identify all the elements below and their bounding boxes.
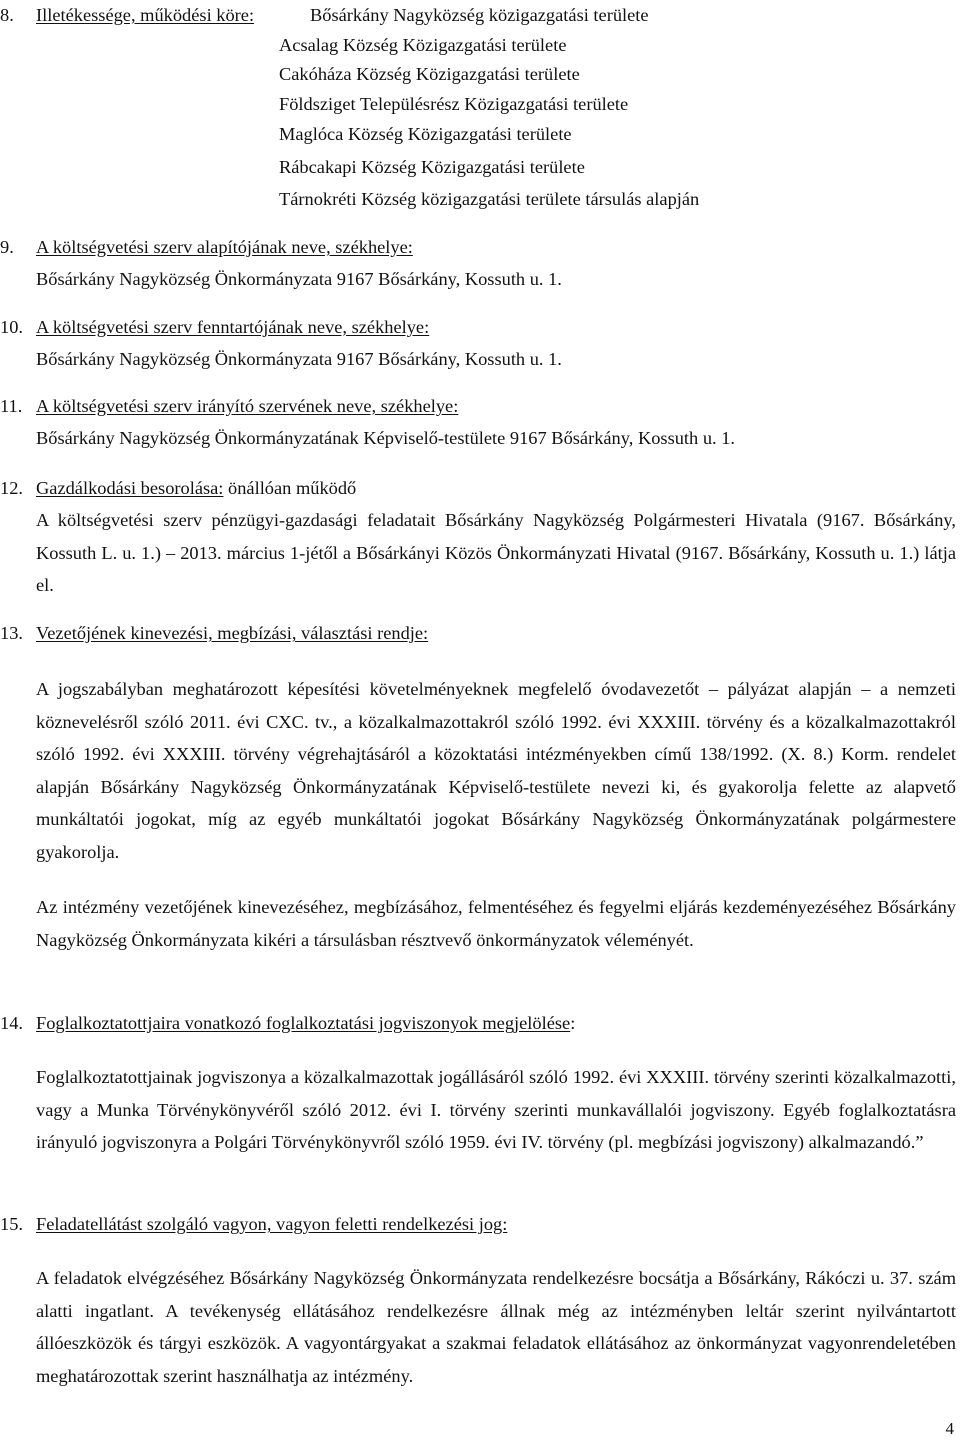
paragraph-line: A költségvetési szerv pénzügyi-gazdasági feladatait Bősárkány Nagyközség Polgármesteri: [36, 510, 736, 530]
section-label-value: önállóan működő: [228, 478, 357, 498]
paragraph-line: meghatározottak szerint használhatja az intézmény.: [36, 1365, 414, 1386]
page-number: 4: [945, 1419, 954, 1438]
section-number: 11.: [0, 396, 23, 416]
paragraph-line: munkáltatói jogokat, míg az egyéb munkáltatói jogokat Bősárkány Nagyközség: [36, 809, 684, 829]
section-paragraph: [36, 891, 956, 956]
paragraph-line: közoktatási intézményekben című 138/1992. (X. 8.) Korm. rendelet alapján Bősárkány: [36, 744, 956, 797]
section-heading: [36, 478, 356, 499]
paragraph-line: törvény szerinti közalkalmazotti, vagy a Munka Törvénykönyvéről szóló 2012. évi I. törvény: [36, 1067, 956, 1120]
section-label: A költségvetési szerv alapítójának neve, székhelye:: [36, 237, 413, 257]
paragraph-line: kezdeményezéséhez Bősárkány Nagyközség Önkormányzata kikéri a társulásban résztvevő: [36, 897, 956, 950]
label-suffix: :: [570, 1013, 576, 1033]
section-label: Illetékessége, működési köre:: [36, 5, 255, 25]
section-number: 9.: [0, 237, 14, 257]
paragraph-line: Törvénykönyvről szóló 1959. évi IV. törvény (pl. megbízási jogviszony) alkalmazandó.”: [271, 1132, 924, 1152]
section-label: Vezetőjének kinevezési, megbízási, választási rendje:: [36, 623, 429, 643]
section-label: Gazdálkodási besorolása:: [36, 478, 224, 498]
jurisdiction-line: Acsalag Község Közigazgatási területe: [279, 35, 567, 55]
paragraph-line: Bősárkány, Rákóczi u. 37. szám alatti ingatlant. A tevékenység ellátásához rendelkezésre állnak: [36, 1268, 956, 1321]
paragraph-line: Önkormányzati Hivatal (9167. Bősárkány, Kossuth u. 1.) látja el.: [36, 542, 956, 595]
section-number: 12.: [0, 478, 23, 498]
paragraph-line: A jogszabályban meghatározott képesítési követelményeknek megfelelő óvodavezetőt – pályázat: [36, 679, 789, 699]
section-number: 14.: [0, 1013, 23, 1033]
jurisdiction-line: Tárnokréti Község közigazgatási területe társulás alapján: [279, 189, 700, 209]
paragraph-line: alapján – a nemzeti köznevelésről szóló 2011. évi CXC. tv., a közalkalmazottakról szóló 1992.: [36, 679, 956, 732]
section-label: A költségvetési szerv fenntartójának neve, székhelye:: [36, 317, 430, 337]
section-heading: [36, 1013, 575, 1034]
jurisdiction-line: Rábcakapi Község Közigazgatási területe: [279, 157, 585, 177]
jurisdiction-line: Maglóca Község Közigazgatási területe: [279, 124, 572, 144]
section-number: 13.: [0, 623, 23, 643]
section-label: Feladatellátást szolgáló vagyon, vagyon feletti rendelkezési jog:: [36, 1214, 508, 1234]
section-value: Bősárkány Nagyközség Önkormányzata 9167 Bősárkány, Kossuth u. 1.: [36, 269, 562, 289]
section-value: Bősárkány Nagyközség Önkormányzata 9167 Bősárkány, Kossuth u. 1.: [36, 349, 562, 369]
section-label: A költségvetési szerv irányító szervének neve, székhelye:: [36, 396, 459, 416]
jurisdiction-line: Cakóháza Község Közigazgatási területe: [279, 64, 580, 84]
section-number: 15.: [0, 1214, 23, 1234]
section-label: Foglalkoztatottjaira vonatkozó foglalkoztatási jogviszonyok megjelölése: [36, 1013, 571, 1033]
paragraph-line: Az intézmény vezetőjének kinevezéséhez, megbízásához, felmentéséhez és fegyelmi eljárás: [36, 897, 718, 917]
jurisdiction-line: Földsziget Településrész Közigazgatási területe: [279, 94, 629, 114]
paragraph-line: szerinti munkavállalói jogviszony. Egyéb foglalkoztatásra irányuló jogviszonyra a Polgári: [36, 1099, 956, 1152]
paragraph-line: Nagyközség Önkormányzatának Képviselő-testülete nevezi ki, és gyakorolja felette az alapvető: [190, 776, 956, 797]
section-paragraph: [36, 1061, 956, 1159]
paragraph-line: évi XXXIII. törvény és a közalkalmazottakról szóló 1992. évi XXXIII. törvény végrehajtásáról a: [36, 711, 956, 764]
section-number: 8.: [0, 5, 14, 25]
paragraph-line: Hivatala (9167. Bősárkány, Kossuth L. u. 1.) – 2013. március 1-jétől a Bősárkányi Közös: [36, 510, 956, 563]
paragraph-line: A feladatok elvégzéséhez Bősárkány Nagyközség Önkormányzata rendelkezésre bocsátja a: [36, 1268, 713, 1288]
section-number: 10.: [0, 317, 23, 337]
paragraph-line: önkormányzatok véleményét.: [476, 929, 694, 950]
paragraph-line: még az intézményben leltár szerint nyilvántartott állóeszközök és tárgyi eszközök. A: [36, 1300, 956, 1353]
jurisdiction-line: Bősárkány Nagyközség közigazgatási területe: [310, 5, 649, 25]
section-value: Bősárkány Nagyközség Önkormányzatának Képviselő-testülete 9167 Bősárkány, Kossuth u. 1.: [36, 428, 736, 448]
paragraph-line: Önkormányzatának polgármestere gyakorolja.: [36, 809, 956, 862]
section-paragraph: [36, 673, 956, 868]
section-paragraph: [36, 504, 956, 602]
paragraph-line: vagyontárgyakat a szakmai feladatok ellátásához az önkormányzat vagyonrendeletében: [303, 1333, 956, 1353]
paragraph-line: Foglalkoztatottjainak jogviszonya a közalkalmazottak jogállásáról szóló 1992. évi XXXIII.: [36, 1067, 710, 1087]
section-paragraph: [36, 1262, 956, 1392]
